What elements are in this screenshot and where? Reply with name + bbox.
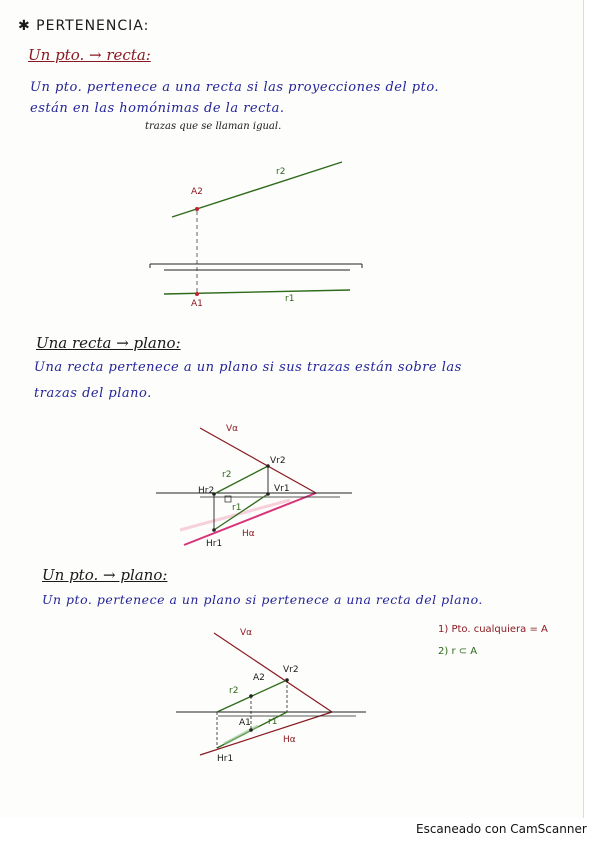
- plane-vertical-trace: [214, 633, 332, 712]
- fig2-label-r2: r2: [222, 470, 232, 480]
- section2-title: Una recta → plano:: [36, 334, 181, 352]
- fig1-label-a1: A1: [191, 299, 203, 309]
- page-heading: ✱ PERTENENCIA:: [18, 18, 150, 34]
- fig3-label-halpha: Hα: [283, 735, 296, 745]
- fig1-label-a2: A2: [191, 187, 203, 197]
- fig3-label-a1: A1: [239, 718, 251, 728]
- fig2-label-valpha: Vα: [226, 424, 239, 434]
- fig2-label-r1: r1: [232, 503, 242, 513]
- fig2-label-hr2: Hr2: [198, 486, 215, 496]
- fig3-label-r1: r1: [268, 717, 278, 727]
- figure-point-on-line: [150, 162, 362, 296]
- fig1-label-r1: r1: [285, 294, 295, 304]
- vr1-point: [266, 492, 270, 496]
- section1-text-line1: Un pto. pertenece a una recta si las proyecciones del pto.: [30, 80, 440, 95]
- fig3-label-vr2: Vr2: [283, 665, 299, 675]
- fig3-label-valpha: Vα: [240, 628, 253, 638]
- fig1-label-r2: r2: [276, 167, 286, 177]
- fig2-label-halpha: Hα: [242, 529, 255, 539]
- section1-text-line2: están en las homónimas de la recta.: [30, 101, 285, 116]
- vr2-point: [285, 678, 289, 682]
- plane-vertical-trace: [200, 428, 316, 493]
- fig3-label-a2: A2: [253, 673, 265, 683]
- section1-note: trazas que se llaman igual.: [145, 121, 282, 132]
- section3-condition1: 1) Pto. cualquiera = A: [438, 624, 548, 635]
- section1-title: Un pto. → recta:: [28, 46, 151, 64]
- fig2-label-vr1: Vr1: [274, 484, 290, 494]
- section3-text-line1: Un pto. pertenece a un plano si pertenece a una recta del plano.: [42, 592, 483, 607]
- plane-horizontal-trace: [200, 712, 332, 755]
- a1-point: [195, 292, 199, 296]
- camscanner-watermark: Escaneado con CamScanner: [416, 822, 587, 836]
- section3-condition2: 2) r ⊂ A: [438, 646, 478, 657]
- fig3-label-r2: r2: [229, 686, 239, 696]
- a2-point: [249, 694, 253, 698]
- figure-point-on-plane: [176, 633, 366, 755]
- a2-point: [195, 207, 199, 211]
- fig2-label-hr1: Hr1: [206, 539, 223, 549]
- fig2-label-vr2: Vr2: [270, 456, 286, 466]
- a1-point: [249, 728, 253, 732]
- section3-title: Un pto. → plano:: [42, 566, 168, 584]
- hr1-point: [212, 528, 216, 532]
- section2-text-line1: Una recta pertenece a un plano si sus trazas están sobre las: [34, 360, 462, 375]
- figure-line-on-plane: [156, 428, 352, 545]
- fig3-label-hr1: Hr1: [217, 754, 234, 764]
- section2-text-line2: trazas del plano.: [34, 386, 152, 401]
- r1-projection-line: [164, 290, 350, 294]
